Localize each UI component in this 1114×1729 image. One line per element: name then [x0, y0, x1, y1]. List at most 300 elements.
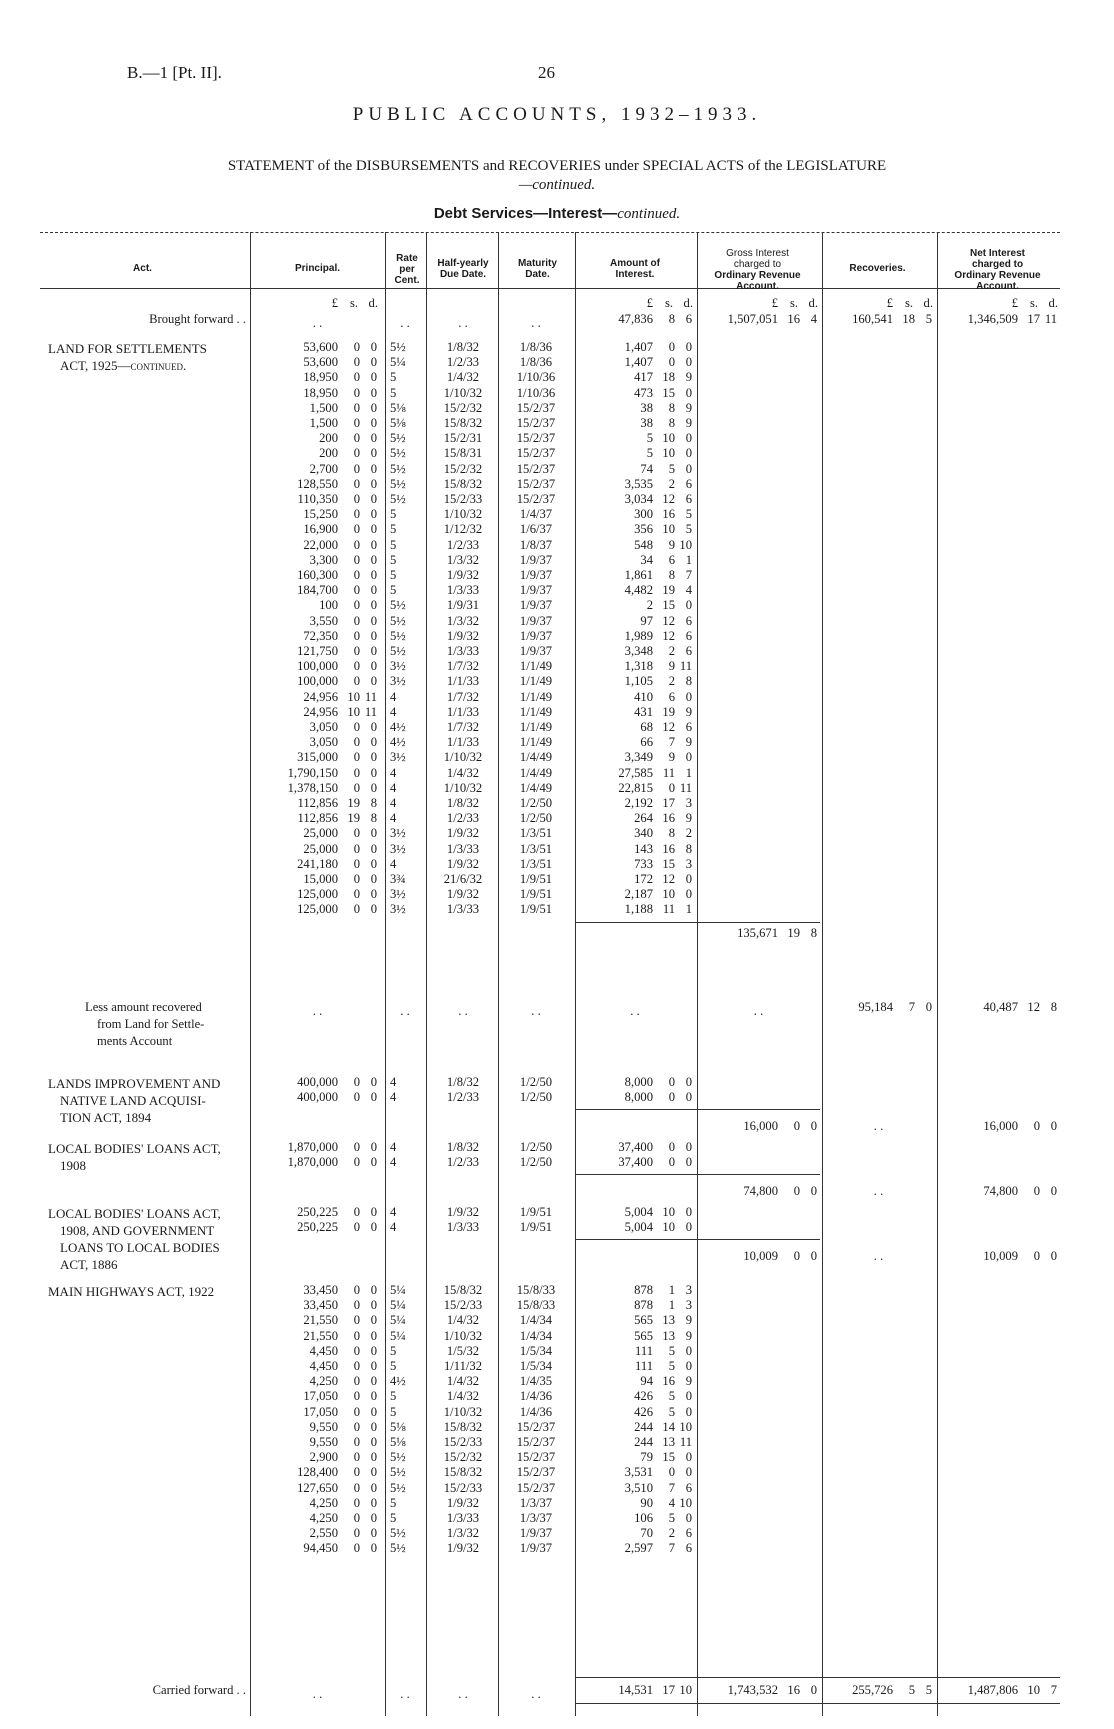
row-main-highways-amount-part: 9	[685, 1374, 692, 1389]
row-land-maturity: 1/8/36	[519, 355, 553, 370]
row-land-principal-part: 0	[353, 659, 360, 674]
gross-units: s.	[789, 296, 798, 310]
row-land-rate: 5½	[390, 492, 406, 506]
row-main-highways-principal-part: 0	[353, 1419, 360, 1434]
row-land-amount	[570, 902, 695, 916]
row-land-rate: 3½	[390, 750, 406, 765]
row-land-amount-part: 6	[685, 628, 692, 643]
row-main-highways-amount-part: 7	[668, 1480, 675, 1495]
row-main-highways-principal	[255, 1541, 380, 1555]
row-land-principal-part: 0	[370, 476, 377, 491]
row-land-principal-part: 3,050	[309, 720, 338, 734]
row-land-principal	[255, 750, 380, 764]
row-land-half-yearly: 1/2/33	[446, 811, 480, 826]
row-main-highways-principal-part: 4,250	[309, 1495, 338, 1510]
row-land-rate: 4	[390, 811, 397, 826]
row-land-principal-part: 18,950	[303, 385, 338, 400]
row-land-maturity: 15/2/37	[516, 446, 556, 461]
row-land-amount	[570, 492, 695, 506]
row-main-highways-amount	[570, 1374, 695, 1388]
row-main-highways-half-yearly: 15/2/33	[443, 1480, 483, 1495]
brought-forward-net-part: 11	[1044, 312, 1057, 326]
row-main-highways-principal-part: 0	[370, 1359, 377, 1373]
row-main-highways-rate: 5¼	[390, 1328, 406, 1343]
row-main-highways-half-yearly: 1/10/32	[443, 1328, 483, 1343]
row-local-bodies-government-principal-part: 0	[353, 1220, 360, 1235]
row-main-highways-principal-part: 0	[370, 1526, 377, 1541]
row-land-amount-part: 356	[634, 522, 653, 537]
row-land-amount-part: 11	[679, 780, 692, 795]
row-main-highways-principal-part: 94,450	[303, 1541, 338, 1556]
row-land-amount-part: 10	[662, 522, 675, 537]
lands-improvement-net-part: 0	[1050, 1119, 1057, 1134]
statement-line-1: STATEMENT of the DISBURSEMENTS and RECOVERIES under SPECIAL ACTS of the LEGISLATURE	[227, 158, 887, 174]
carried-forward-gross	[695, 1683, 820, 1697]
row-land-amount-part: 1,407	[624, 340, 653, 354]
amount-units: s.	[664, 296, 673, 310]
row-main-highways-principal-part: 0	[370, 1435, 377, 1449]
row-lands-improvement-maturity: 1/2/50	[519, 1090, 553, 1105]
row-land-amount-part: 417	[634, 370, 653, 385]
row-land-half-yearly: 1/3/33	[446, 583, 480, 598]
row-land-amount-part: 12	[662, 613, 675, 628]
row-land-rate: 5	[390, 522, 397, 537]
row-land-amount-part: 6	[685, 476, 692, 491]
row-main-highways-amount	[570, 1541, 695, 1555]
row-land-maturity: 1/4/49	[519, 765, 553, 780]
row-land-amount-part: 34	[640, 552, 653, 567]
row-land-principal-part: 200	[319, 431, 338, 446]
row-main-highways-principal-part: 21,550	[303, 1328, 338, 1343]
row-land-amount	[570, 431, 695, 445]
brought-forward-label: Brought forward . .	[149, 312, 246, 326]
row-land-principal	[255, 842, 380, 856]
row-main-highways-amount-part: 7	[668, 1541, 675, 1556]
row-main-highways-rate: 5¼	[390, 1298, 406, 1313]
row-land-principal-part: 0	[370, 887, 377, 902]
row-main-highways-maturity: 15/2/37	[516, 1419, 556, 1434]
row-land-maturity: 1/6/37	[519, 522, 553, 537]
row-land-amount-part: 11	[662, 765, 675, 780]
row-land-maturity: 1/3/51	[519, 826, 553, 841]
row-main-highways-principal-part: 0	[353, 1328, 360, 1343]
row-land-principal-part: 0	[353, 340, 360, 354]
act-local-bodies-government: ACT, 1886	[60, 1257, 118, 1272]
carried-forward-net	[935, 1683, 1060, 1697]
row-land-amount-part: 5	[646, 446, 653, 461]
row-land-amount-part: 9	[668, 659, 675, 674]
row-land-principal-part: 0	[353, 446, 360, 461]
row-land-maturity: 1/9/51	[519, 872, 553, 886]
col-net-line: charged to	[971, 259, 1024, 270]
row-land-half-yearly: 1/1/33	[446, 735, 480, 750]
row-main-highways-amount	[570, 1298, 695, 1312]
carried-forward-amount-part: 17	[662, 1683, 675, 1697]
row-land-maturity: 15/2/37	[516, 416, 556, 430]
less-recovered-net	[935, 1000, 1060, 1014]
row-land-principal-part: 3,550	[309, 613, 338, 628]
row-local-bodies-principal-part: 1,870,000	[287, 1140, 338, 1154]
row-main-highways-principal-part: 0	[353, 1480, 360, 1495]
row-main-highways-principal-part: 4,450	[309, 1343, 338, 1358]
lands-improvement-net-part: 0	[1033, 1119, 1040, 1134]
row-land-amount-part: 2	[668, 674, 675, 689]
row-land-principal-part: 100,000	[297, 659, 338, 674]
row-land-rate: 5½	[390, 598, 406, 613]
local-bodies-net	[935, 1184, 1060, 1198]
row-land-principal-part: 11	[364, 704, 377, 719]
row-main-highways-principal-part: 0	[370, 1419, 377, 1434]
row-land-principal	[255, 674, 380, 688]
row-main-highways-amount-part: 111	[635, 1343, 653, 1358]
row-local-bodies-rate: 4	[390, 1140, 397, 1154]
row-main-highways-maturity: 1/4/34	[519, 1313, 553, 1328]
less-recovered-net-part: 40,487	[983, 1000, 1018, 1014]
row-land-maturity: 1/1/49	[519, 689, 553, 704]
brought-forward-dots: . .	[531, 316, 541, 330]
brought-forward-net-part: 1,346,509	[967, 312, 1018, 326]
land-gross-total	[695, 926, 820, 940]
row-lands-improvement-amount	[570, 1090, 695, 1104]
row-land-principal-part: 0	[353, 461, 360, 476]
row-land-amount	[570, 477, 695, 491]
row-main-highways-maturity: 15/2/37	[516, 1465, 556, 1480]
row-main-highways-amount-part: 11	[679, 1435, 692, 1449]
carried-forward-recoveries	[810, 1683, 935, 1697]
lands-improvement-gross-part: 16,000	[743, 1119, 778, 1134]
row-land-amount-part: 19	[662, 704, 675, 719]
row-main-highways-half-yearly: 15/8/32	[443, 1465, 483, 1480]
row-land-amount-part: 0	[685, 598, 692, 613]
carried-forward-amount-part: 10	[679, 1683, 692, 1697]
row-land-principal	[255, 735, 380, 749]
row-land-half-yearly: 1/1/33	[446, 704, 480, 719]
row-land-rate: 5½	[390, 461, 406, 476]
row-land-principal-part: 8	[370, 811, 377, 826]
row-land-amount-part: 4	[685, 583, 692, 598]
row-land-principal	[255, 644, 380, 658]
col-rate-line: Rate	[396, 253, 418, 264]
row-lands-improvement-principal-part: 0	[353, 1075, 360, 1089]
row-land-amount-part: 5	[685, 522, 692, 537]
row-land-amount-part: 1,861	[624, 568, 653, 582]
row-land-amount-part: 0	[685, 689, 692, 704]
row-main-highways-principal-part: 2,900	[309, 1450, 338, 1465]
row-main-highways-half-yearly: 15/8/32	[443, 1283, 483, 1297]
row-land-amount	[570, 872, 695, 886]
row-land-amount-part: 9	[685, 370, 692, 385]
row-land-amount-part: 0	[685, 461, 692, 476]
col-half-yearly-line: Half-yearly	[437, 258, 489, 269]
local-bodies-recoveries: . .	[873, 1184, 884, 1199]
row-land-principal-part: 0	[370, 628, 377, 643]
row-land-amount-part: 6	[685, 720, 692, 734]
row-land-maturity: 15/2/37	[516, 400, 556, 415]
row-main-highways-principal-part: 0	[370, 1343, 377, 1358]
row-land-rate: 4	[390, 765, 397, 780]
col-gross-line: Account.	[736, 281, 779, 292]
row-local-bodies-government-principal	[255, 1205, 380, 1219]
row-land-principal	[255, 522, 380, 536]
row-land-amount-part: 9	[685, 811, 692, 826]
col-recoveries: Recoveries.	[849, 263, 906, 274]
row-land-principal-part: 1,500	[309, 400, 338, 415]
row-main-highways-half-yearly: 1/10/32	[443, 1404, 483, 1419]
col-half-yearly	[426, 258, 500, 280]
row-land-principal-part: 0	[353, 431, 360, 446]
row-local-bodies-amount-part: 37,400	[618, 1140, 653, 1154]
amount-units: £	[646, 296, 653, 310]
row-main-highways-amount-part: 0	[685, 1450, 692, 1465]
row-land-principal-part: 0	[353, 492, 360, 506]
row-local-bodies-government-principal-part: 0	[370, 1220, 377, 1235]
row-main-highways-amount-part: 3,510	[624, 1480, 653, 1495]
row-local-bodies-half-yearly: 1/2/33	[446, 1155, 480, 1170]
row-land-rate: 5⅛	[390, 416, 406, 430]
row-land-amount-part: 8	[685, 674, 692, 689]
carried-forward-label: Carried forward . .	[152, 1683, 246, 1697]
row-land-principal-part: 10	[347, 704, 360, 719]
local-bodies-gross	[695, 1184, 820, 1198]
row-main-highways-principal-part: 0	[353, 1511, 360, 1525]
row-main-highways-rate: 5⅛	[390, 1435, 406, 1449]
col-net-line: Account.	[976, 281, 1019, 292]
row-land-rate: 5	[390, 568, 397, 582]
row-land-amount-part: 12	[662, 492, 675, 506]
section-heading-bold: Debt Services—Interest—	[433, 205, 618, 222]
row-land-amount	[570, 340, 695, 354]
row-land-principal-part: 10	[347, 689, 360, 704]
row-land-half-yearly: 1/10/32	[443, 780, 483, 795]
row-land-principal	[255, 720, 380, 734]
row-land-principal-part: 0	[370, 492, 377, 506]
row-land-principal-part: 0	[353, 598, 360, 613]
row-land-principal-part: 184,700	[297, 583, 338, 598]
row-local-bodies-amount-part: 0	[685, 1140, 692, 1154]
row-land-rate: 5¼	[390, 355, 406, 370]
row-land-principal-part: 0	[353, 552, 360, 567]
brought-forward-gross-part: 4	[810, 312, 817, 326]
row-local-bodies-government-maturity: 1/9/51	[519, 1205, 553, 1219]
row-land-half-yearly: 1/10/32	[443, 507, 483, 522]
row-local-bodies-principal-part: 0	[353, 1140, 360, 1154]
row-land-principal	[255, 872, 380, 886]
row-land-amount-part: 8	[668, 416, 675, 430]
table-rule-horizontal	[575, 1703, 1060, 1704]
row-land-amount-part: 18	[662, 370, 675, 385]
row-land-amount-part: 7	[668, 735, 675, 750]
row-land-rate: 5½	[390, 644, 406, 658]
row-lands-improvement-principal-part: 0	[353, 1090, 360, 1105]
row-main-highways-principal-part: 0	[370, 1313, 377, 1328]
row-land-half-yearly: 1/9/32	[446, 887, 480, 902]
table-rule-horizontal	[40, 232, 1060, 233]
row-local-bodies-amount	[570, 1140, 695, 1154]
row-land-half-yearly: 15/2/32	[443, 461, 483, 476]
row-land-maturity: 15/2/37	[516, 476, 556, 491]
col-maturity-line: Date.	[525, 269, 550, 280]
less-recovered-net-part: 12	[1027, 1000, 1040, 1014]
row-land-principal-part: 0	[370, 720, 377, 734]
row-land-half-yearly: 1/3/32	[446, 552, 480, 567]
row-land-maturity: 1/9/37	[519, 568, 553, 582]
row-land-rate: 5	[390, 583, 397, 598]
row-main-highways-maturity: 1/4/36	[519, 1389, 553, 1404]
row-land-rate: 5	[390, 385, 397, 400]
row-main-highways-amount	[570, 1405, 695, 1419]
table-rule-vertical	[498, 232, 499, 1716]
row-land-rate: 3½	[390, 841, 406, 856]
lands-improvement-gross-part: 0	[793, 1119, 800, 1134]
row-land-amount-part: 264	[634, 811, 653, 826]
row-main-highways-principal-part: 0	[370, 1404, 377, 1419]
row-main-highways-half-yearly: 1/3/33	[446, 1511, 480, 1525]
row-main-highways-amount-part: 6	[685, 1526, 692, 1541]
row-land-principal-part: 19	[347, 811, 360, 826]
table-rule-vertical	[822, 232, 823, 1716]
row-land-principal-part: 100,000	[297, 674, 338, 689]
col-gross-line: Ordinary Revenue	[714, 270, 801, 281]
row-land-amount-part: 2	[685, 826, 692, 841]
row-main-highways-half-yearly: 15/2/32	[443, 1450, 483, 1465]
row-main-highways-principal	[255, 1435, 380, 1449]
page-title: PUBLIC ACCOUNTS, 1932–1933.	[352, 104, 762, 125]
row-land-principal-part: 0	[353, 613, 360, 628]
row-lands-improvement-rate: 4	[390, 1075, 397, 1089]
row-main-highways-maturity: 15/2/37	[516, 1480, 556, 1495]
row-land-principal-part: 0	[353, 720, 360, 734]
row-land-amount-part: 10	[662, 446, 675, 461]
row-land-amount-part: 0	[685, 750, 692, 765]
row-land-principal-part: 0	[353, 902, 360, 917]
row-land-principal-part: 125,000	[297, 902, 338, 917]
row-main-highways-amount-part: 5	[668, 1389, 675, 1404]
row-main-highways-maturity: 1/4/36	[519, 1404, 553, 1419]
carried-forward-gross-part: 0	[810, 1683, 817, 1697]
lands-improvement-recoveries: . .	[873, 1119, 884, 1134]
row-main-highways-maturity: 15/2/37	[516, 1450, 556, 1465]
row-main-highways-maturity: 15/8/33	[516, 1298, 556, 1313]
row-land-principal-part: 0	[370, 674, 377, 689]
row-land-amount-part: 1,318	[624, 659, 653, 674]
col-net	[935, 248, 1060, 292]
row-land-principal-part: 0	[370, 568, 377, 582]
row-land-rate: 5½	[390, 628, 406, 643]
row-land-principal-part: 24,956	[303, 704, 338, 719]
act-lands-improvement: NATIVE LAND ACQUISI-	[60, 1093, 206, 1108]
row-land-principal-part: 15,250	[303, 507, 338, 522]
row-land-principal-part: 200	[319, 446, 338, 461]
row-main-highways-amount-part: 3	[685, 1283, 692, 1297]
row-land-amount-part: 1,989	[624, 628, 653, 643]
row-land-amount	[570, 690, 695, 704]
row-land-amount	[570, 401, 695, 415]
row-land-half-yearly: 15/2/31	[443, 431, 483, 446]
table-rule-vertical	[937, 232, 938, 1716]
table-rule-vertical	[250, 232, 251, 1716]
net-units: s.	[1029, 296, 1038, 310]
row-land-principal-part: 72,350	[303, 628, 338, 643]
row-local-bodies-government-rate: 4	[390, 1205, 397, 1219]
row-main-highways-principal-part: 0	[370, 1283, 377, 1297]
row-main-highways-principal	[255, 1511, 380, 1525]
row-land-maturity: 1/8/36	[519, 340, 553, 354]
row-land-half-yearly: 1/9/31	[446, 598, 480, 613]
row-lands-improvement-half-yearly: 1/8/32	[446, 1075, 480, 1089]
row-local-bodies-government-amount-part: 5,004	[624, 1220, 653, 1235]
brought-forward-recoveries	[810, 312, 935, 326]
row-land-amount-part: 473	[634, 385, 653, 400]
row-land-rate: 3¾	[390, 872, 406, 886]
row-land-rate: 3½	[390, 887, 406, 902]
row-land-maturity: 15/2/37	[516, 492, 556, 506]
row-main-highways-amount-part: 565	[634, 1313, 653, 1328]
row-land-amount	[570, 416, 695, 430]
row-land-maturity: 1/9/37	[519, 644, 553, 658]
row-land-maturity: 1/2/50	[519, 811, 553, 826]
row-land-principal	[255, 355, 380, 369]
row-main-highways-rate: 5½	[390, 1526, 406, 1541]
row-main-highways-amount-part: 3,531	[624, 1465, 653, 1480]
col-maturity-line: Maturity	[518, 258, 557, 269]
row-land-half-yearly: 15/2/33	[443, 492, 483, 506]
row-land-principal-part: 315,000	[297, 750, 338, 765]
row-lands-improvement-amount-part: 8,000	[624, 1090, 653, 1105]
row-land-rate: 5½	[390, 476, 406, 491]
row-land-amount-part: 9	[668, 750, 675, 765]
row-local-bodies-half-yearly: 1/8/32	[446, 1140, 480, 1154]
local-bodies-government-net-part: 0	[1033, 1249, 1040, 1264]
row-main-highways-amount-part: 426	[634, 1404, 653, 1419]
less-recovered-dots: . .	[630, 1004, 640, 1018]
row-main-highways-maturity: 1/9/37	[519, 1541, 553, 1556]
principal-units: d.	[368, 296, 378, 310]
row-land-principal-part: 0	[370, 522, 377, 537]
row-main-highways-principal	[255, 1359, 380, 1373]
col-gross-line: charged to	[733, 259, 782, 270]
row-land-principal-part: 0	[353, 887, 360, 902]
local-bodies-government-net	[935, 1249, 1060, 1263]
row-land-half-yearly: 1/9/32	[446, 856, 480, 871]
row-land-amount-part: 5	[668, 461, 675, 476]
row-land-principal-part: 0	[370, 841, 377, 856]
row-land-principal	[255, 796, 380, 810]
row-land-amount-part: 9	[668, 537, 675, 552]
row-main-highways-amount-part: 16	[662, 1374, 675, 1389]
row-main-highways-rate: 5	[390, 1343, 397, 1358]
row-land-amount-part: 3,034	[624, 492, 653, 506]
row-main-highways-rate: 5⅛	[390, 1419, 406, 1434]
row-main-highways-principal-part: 0	[353, 1374, 360, 1389]
row-land-rate: 5	[390, 537, 397, 552]
row-main-highways-amount-part: 94	[640, 1374, 653, 1389]
row-land-amount-part: 0	[668, 780, 675, 795]
row-land-amount-part: 9	[685, 416, 692, 430]
row-main-highways-amount-part: 5	[668, 1359, 675, 1373]
row-land-amount-part: 12	[662, 720, 675, 734]
row-local-bodies-government-rate: 4	[390, 1220, 397, 1235]
row-lands-improvement-principal	[255, 1090, 380, 1104]
row-land-principal-part: 0	[370, 598, 377, 613]
row-main-highways-principal-part: 0	[353, 1495, 360, 1510]
row-land-principal-part: 125,000	[297, 887, 338, 902]
row-land-maturity: 1/10/36	[516, 385, 556, 400]
row-land-principal-part: 100	[319, 598, 338, 613]
row-lands-improvement-principal-part: 400,000	[297, 1075, 338, 1089]
row-land-principal-part: 0	[353, 568, 360, 582]
act-lands-improvement: TION ACT, 1894	[60, 1110, 152, 1125]
carried-forward-net-part: 10	[1027, 1683, 1040, 1697]
